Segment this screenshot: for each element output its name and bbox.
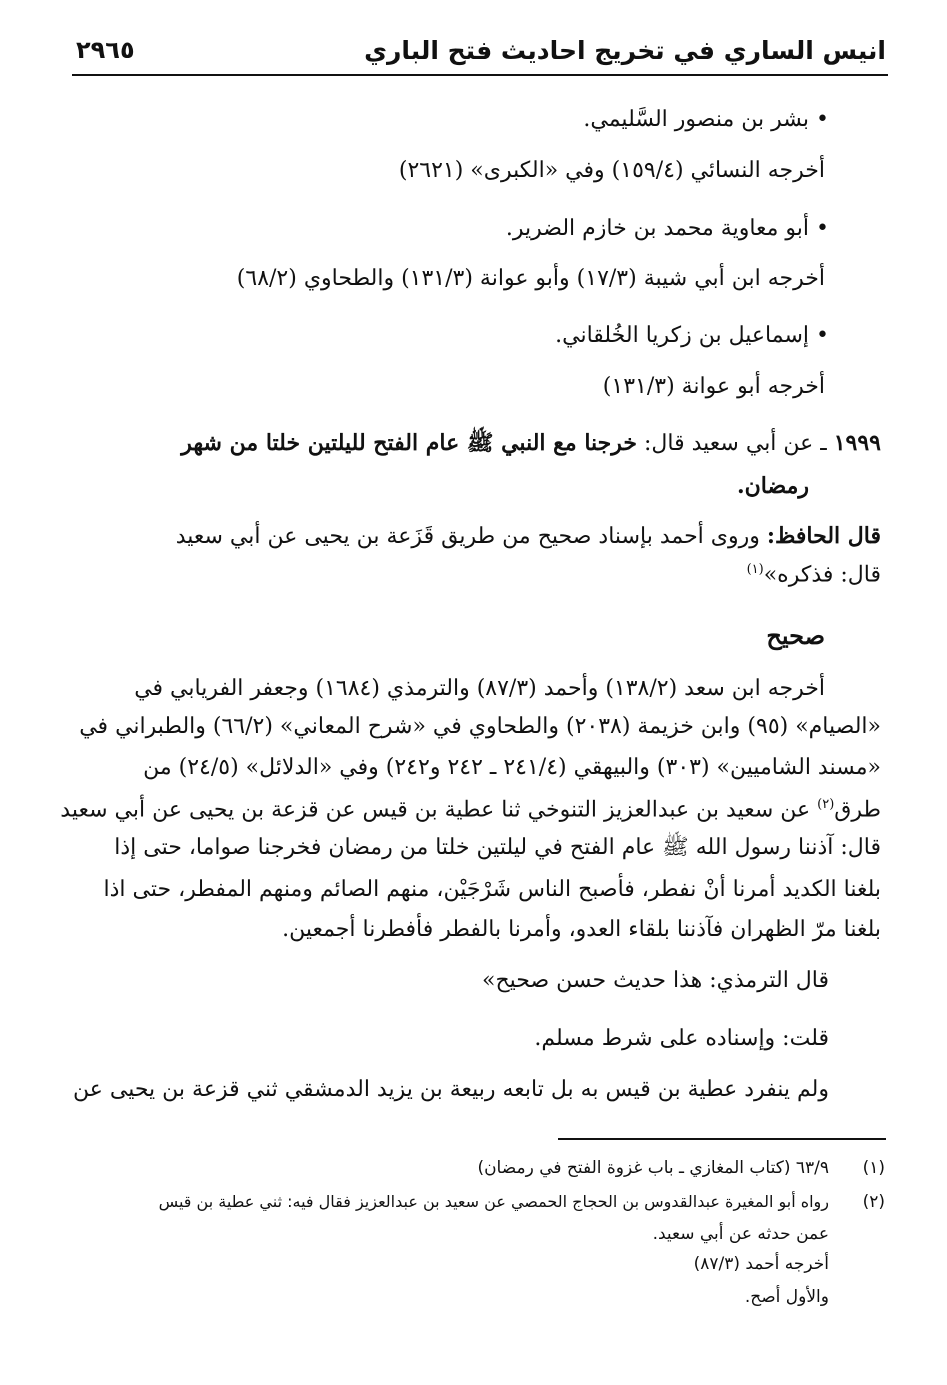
header-rule (72, 74, 888, 76)
narrator-line-3: • إسماعيل بن زكريا الخُلقاني. (555, 325, 829, 347)
page-number: ٢٩٦٥ (76, 36, 135, 64)
takhrij-line-1: أخرجه النسائي (١٥٩/٤) وفي «الكبرى» (٢٦٢١) (398, 158, 825, 183)
hadith-text-line-2: رمضان. (736, 473, 809, 499)
footnote-1-text: ٦٣/٩ (كتاب المغازي ـ باب غزوة الفتح في رمضان) (477, 1158, 829, 1178)
book-title: انيس الساري في تخريج احاديث فتح الباري (364, 36, 886, 65)
hafiz-text-2: قال: فذكره» (763, 562, 881, 588)
body-line-4-rest: عن سعيد بن عبدالعزيز التنوخي ثنا عطية بن قيس عن قزعة بن يحيى عن أبي سعيد (60, 797, 811, 823)
footnote-2-line-1: رواه أبو المغيرة عبدالقدوس بن الحجاج الحمصي عن سعيد بن عبدالعزيز فقال فيه: ثني عطية بن قيس (158, 1192, 829, 1211)
footnote-2-line-4: والأول أصح. (744, 1287, 829, 1307)
hadith-intro: ـ عن أبي سعيد قال: (644, 431, 827, 456)
body-line-4 (60, 798, 881, 821)
takhrij-line-3: أخرجه أبو عوانة (١٣١/٣) (602, 374, 825, 399)
footnote-2-line-3: أخرجه أحمد (٨٧/٣) (693, 1254, 829, 1274)
body-line-7: بلغنا مرّ الظهران فآذننا بلقاء العدو، وأمرنا بالفطر فأفطرنا أجمعين. (282, 917, 881, 942)
body-line-6: بلغنا الكديد أمرنا أنْ نفطر، فأصبح الناس شَرْجَيْن، منهم الصائم ومنهم المفطر، حتى اذا (103, 877, 881, 902)
hadith-number: ١٩٩٩ (833, 430, 881, 456)
footnote-2-line-2: عمن حدثه عن أبي سعيد. (652, 1224, 829, 1244)
body-line-4-start: طرق (834, 797, 881, 823)
body-line-2: «الصيام» (٩٥) وابن خزيمة (٢٠٣٨) والطحاوي في «شرح المعاني» (٦٦/٢) والطبراني في (79, 714, 881, 739)
hafiz-line-1 (176, 525, 881, 548)
body-line-3: «مسند الشاميين» (٣٠٣) والبيهقي (٢٤١/٤ ـ ٢٤٢ و٢٤٢) وفي «الدلائل» (٢٤/٥) من (143, 755, 881, 780)
tirmidhi-line: قال الترمذي: هذا حديث حسن صحيح» (481, 968, 829, 993)
qultu-line: قلت: وإسناده على شرط مسلم. (534, 1026, 829, 1051)
hadith-text: خرجنا مع النبي ﷺ عام الفتح لليلتين خلتا من شهر (181, 430, 638, 456)
footnote-ref-1: (١) (746, 562, 764, 577)
narrator-line-1: • بشر بن منصور السَّليمي. (583, 109, 829, 131)
body-line-5: قال: آذننا رسول الله ﷺ عام الفتح في ليلتين خلتا من رمضان فخرجنا صواما، حتى إذا (114, 835, 881, 860)
hafiz-label: قال الحافظ: (766, 523, 881, 549)
hafiz-text: وروى أحمد بإسناد صحيح من طريق قَزَعة بن يحيى عن أبي سعيد (175, 524, 760, 549)
footnote-1-label: (١) (862, 1158, 885, 1178)
body-line-1: أخرجه ابن سعد (١٣٨/٢) وأحمد (٨٧/٣) والترمذي (١٦٨٤) وجعفر الفريابي في (134, 676, 825, 701)
body-last-line: ولم ينفرد عطية بن قيس به بل تابعه ربيعة بن يزيد الدمشقي ثني قزعة بن يحيى عن (73, 1077, 829, 1102)
narrator-line-2: • أبو معاوية محمد بن خازم الضرير. (506, 218, 829, 240)
hadith-heading-line-1 (181, 432, 881, 455)
hafiz-line-2 (747, 563, 881, 586)
footnote-2-label: (٢) (862, 1192, 885, 1212)
hadith-grade: صحيح (766, 621, 825, 650)
footnote-ref-2: (٢) (817, 797, 835, 812)
running-header (72, 32, 888, 76)
footnote-rule (558, 1138, 886, 1140)
takhrij-line-2: أخرجه ابن أبي شيبة (١٧/٣) وأبو عوانة (١٣١/٣) والطحاوي (٦٨/٢) (236, 266, 825, 291)
